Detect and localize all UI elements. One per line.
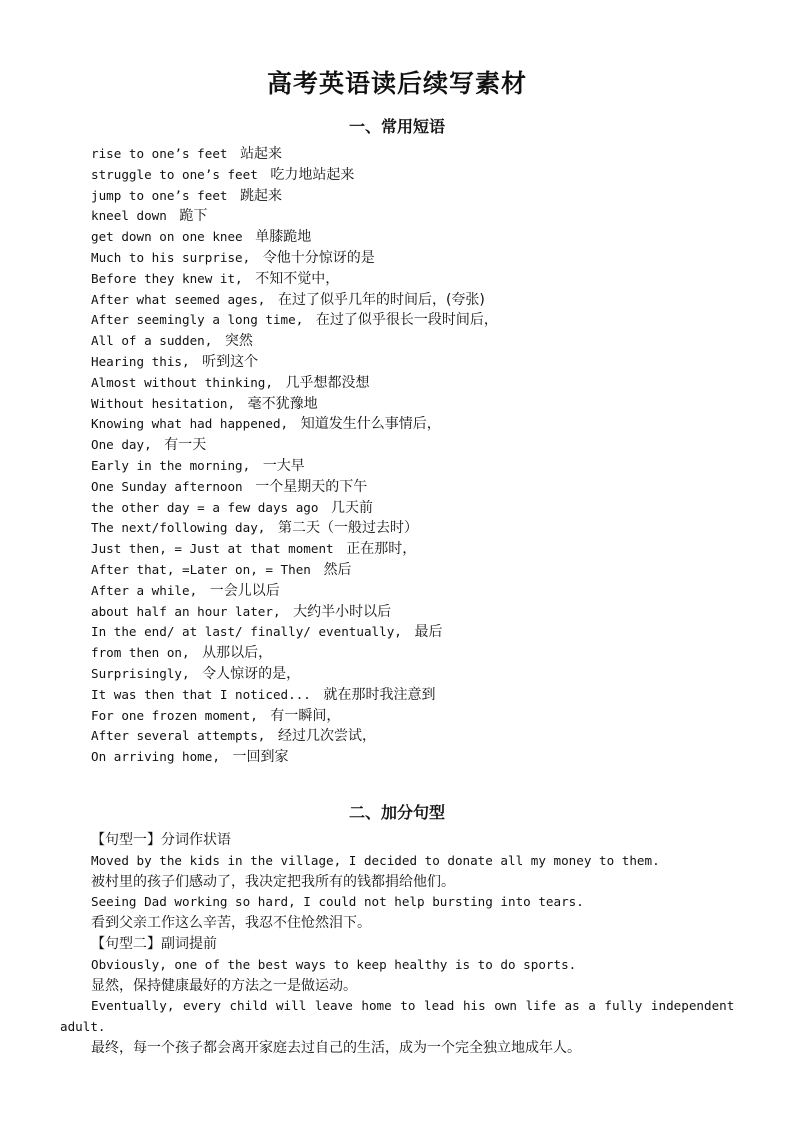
- phrase-chinese: 听到这个: [202, 353, 259, 370]
- phrase-english: For one frozen moment,: [91, 707, 258, 723]
- section-heading-sentences: 二、加分句型: [348, 803, 445, 822]
- phrase-chinese: 大约半小时以后: [293, 603, 392, 620]
- pattern-1-example-1-zh: 被村里的孩子们感动了，我决定把我所有的钱都捐给他们。: [91, 873, 455, 890]
- pattern-1-example-2-en: Seeing Dad working so hard, I could not help bursting into tears.: [91, 894, 584, 910]
- phrase-chinese: 令人惊讶的是，: [202, 665, 301, 682]
- phrase-chinese: 毫不犹豫地: [247, 395, 318, 412]
- phrase-item: [91, 498, 751, 519]
- phrase-item: [91, 706, 751, 727]
- phrase-item: [91, 581, 751, 602]
- phrase-english: Hearing this,: [91, 353, 190, 369]
- phrase-item: [91, 352, 751, 373]
- document-title: 高考英语读后续写素材: [266, 69, 527, 98]
- phrase-chinese: 从那以后，: [202, 645, 273, 662]
- pattern-1-heading: 【句型一】分词作状语: [91, 832, 231, 848]
- phrase-chinese: 几乎想都没想: [285, 374, 370, 391]
- phrase-chinese: 有一瞬间，: [270, 707, 341, 724]
- phrase-item: [91, 206, 751, 227]
- phrase-english: Just then, = Just at that moment: [91, 541, 334, 557]
- phrase-chinese: 就在那时我注意到: [323, 686, 436, 703]
- phrase-english: One Sunday afternoon: [91, 478, 243, 494]
- phrase-item: [91, 747, 751, 768]
- phrase-chinese: 一会儿以后: [209, 582, 280, 599]
- phrase-english: After several attempts,: [91, 728, 266, 744]
- sentence-patterns: [60, 830, 740, 1059]
- phrase-chinese: 正在那时，: [346, 541, 417, 558]
- phrase-chinese: 单膝跪地: [255, 229, 312, 246]
- phrase-item: [91, 477, 751, 498]
- phrase-item: [91, 186, 751, 207]
- phrase-english: kneel down: [91, 208, 167, 224]
- phrase-item: [91, 414, 751, 435]
- phrase-chinese: 站起来: [240, 146, 283, 162]
- phrase-chinese: 经过几次尝试，: [277, 728, 376, 745]
- phrase-english: Before they knew it,: [91, 270, 243, 286]
- phrase-item: [91, 394, 751, 415]
- phrase-english: One day,: [91, 437, 152, 453]
- pattern-1-example-2-zh: 看到父亲工作这么辛苦，我忍不住怆然泪下。: [91, 915, 371, 932]
- pattern-2-example-1-en: Obviously, one of the best ways to keep healthy is to do sports.: [91, 956, 577, 972]
- phrase-item: [91, 373, 751, 394]
- phrase-item: [91, 518, 751, 539]
- phrase-item: [91, 685, 751, 706]
- phrase-item: [91, 290, 751, 311]
- phrase-item: [91, 560, 751, 581]
- phrase-chinese: 一个星期天的下午: [255, 478, 368, 495]
- phrase-item: [91, 144, 751, 165]
- phrase-english: After what seemed ages,: [91, 291, 266, 307]
- phrase-english: Much to his surprise,: [91, 249, 251, 265]
- phrase-item: [91, 726, 751, 747]
- phrase-english: rise to one’s feet: [91, 146, 228, 161]
- phrase-english: All of a sudden,: [91, 333, 213, 349]
- pattern-2-heading: 【句型二】副词提前: [91, 935, 217, 952]
- phrase-item: [91, 269, 751, 290]
- phrase-chinese: 在过了似乎很长一段时间后，: [315, 312, 498, 329]
- phrase-chinese: 然后: [323, 561, 352, 578]
- phrase-english: the other day = a few days ago: [91, 499, 319, 515]
- phrase-chinese: 最后: [414, 624, 443, 641]
- phrase-item: [91, 456, 751, 477]
- phrase-item: [91, 622, 751, 643]
- phrase-chinese: 不知不觉中，: [255, 270, 340, 287]
- phrase-english: Almost without thinking,: [91, 374, 273, 390]
- phrase-item: [91, 539, 751, 560]
- phrase-item: [91, 227, 751, 248]
- phrase-chinese: 突然: [224, 333, 253, 350]
- phrase-chinese: 一大早: [262, 457, 305, 474]
- phrase-item: [91, 165, 751, 186]
- phrase-item: [91, 602, 751, 623]
- pattern-2-example-1-zh: 显然，保持健康最好的方法之一是做运动。: [91, 977, 357, 994]
- phrase-english: After seemingly a long time,: [91, 312, 304, 328]
- phrase-chinese: 跪下: [179, 208, 208, 225]
- phrase-english: about half an hour later,: [91, 603, 281, 619]
- pattern-2-example-2-en: Eventually, every child will leave home to lead his own life as a fully independent adult.: [60, 998, 735, 1035]
- phrase-chinese: 吃力地站起来: [270, 166, 355, 183]
- section-heading-phrases: 一、常用短语: [348, 117, 445, 136]
- phrase-english: get down on one knee: [91, 229, 243, 245]
- phrase-chinese: 令他十分惊讶的是: [262, 249, 375, 266]
- phrase-chinese: 几天前: [331, 499, 374, 516]
- phrase-english: Knowing what had happened,: [91, 416, 289, 432]
- phrase-chinese: 在过了似乎几年的时间后，(夸张): [277, 291, 485, 308]
- pattern-1-example-1-en: Moved by the kids in the village, I decided to donate all my money to them.: [91, 852, 660, 868]
- phrase-english: It was then that I noticed...: [91, 686, 311, 702]
- phrase-english: In the end/ at last/ finally/ eventually,: [91, 624, 402, 640]
- phrase-item: [91, 664, 751, 685]
- phrase-english: The next/following day,: [91, 520, 266, 536]
- phrase-english: Surprisingly,: [91, 665, 190, 681]
- phrase-item: [91, 310, 751, 331]
- phrase-chinese: 一回到家: [232, 749, 289, 766]
- pattern-2-example-2-zh: 最终，每一个孩子都会离开家庭去过自己的生活，成为一个完全独立地成年人。: [91, 1039, 581, 1056]
- phrase-english: struggle to one’s feet: [91, 166, 258, 182]
- phrase-chinese: 第二天（一般过去时）: [277, 520, 418, 537]
- phrase-item: [91, 248, 751, 269]
- phrase-item: [91, 435, 751, 456]
- phrase-english: On arriving home,: [91, 749, 220, 765]
- phrase-english: jump to one’s feet: [91, 187, 228, 203]
- phrase-list: [91, 144, 751, 768]
- phrase-english: Early in the morning,: [91, 457, 251, 473]
- phrase-english: After a while,: [91, 582, 198, 598]
- phrase-chinese: 有一天: [164, 437, 207, 454]
- phrase-english: After that, =Later on, = Then: [91, 561, 311, 577]
- phrase-english: from then on,: [91, 645, 190, 661]
- phrase-chinese: 知道发生什么事情后，: [300, 416, 441, 433]
- phrase-english: Without hesitation,: [91, 395, 236, 411]
- phrase-chinese: 跳起来: [240, 187, 283, 204]
- phrase-item: [91, 643, 751, 664]
- phrase-item: [91, 331, 751, 352]
